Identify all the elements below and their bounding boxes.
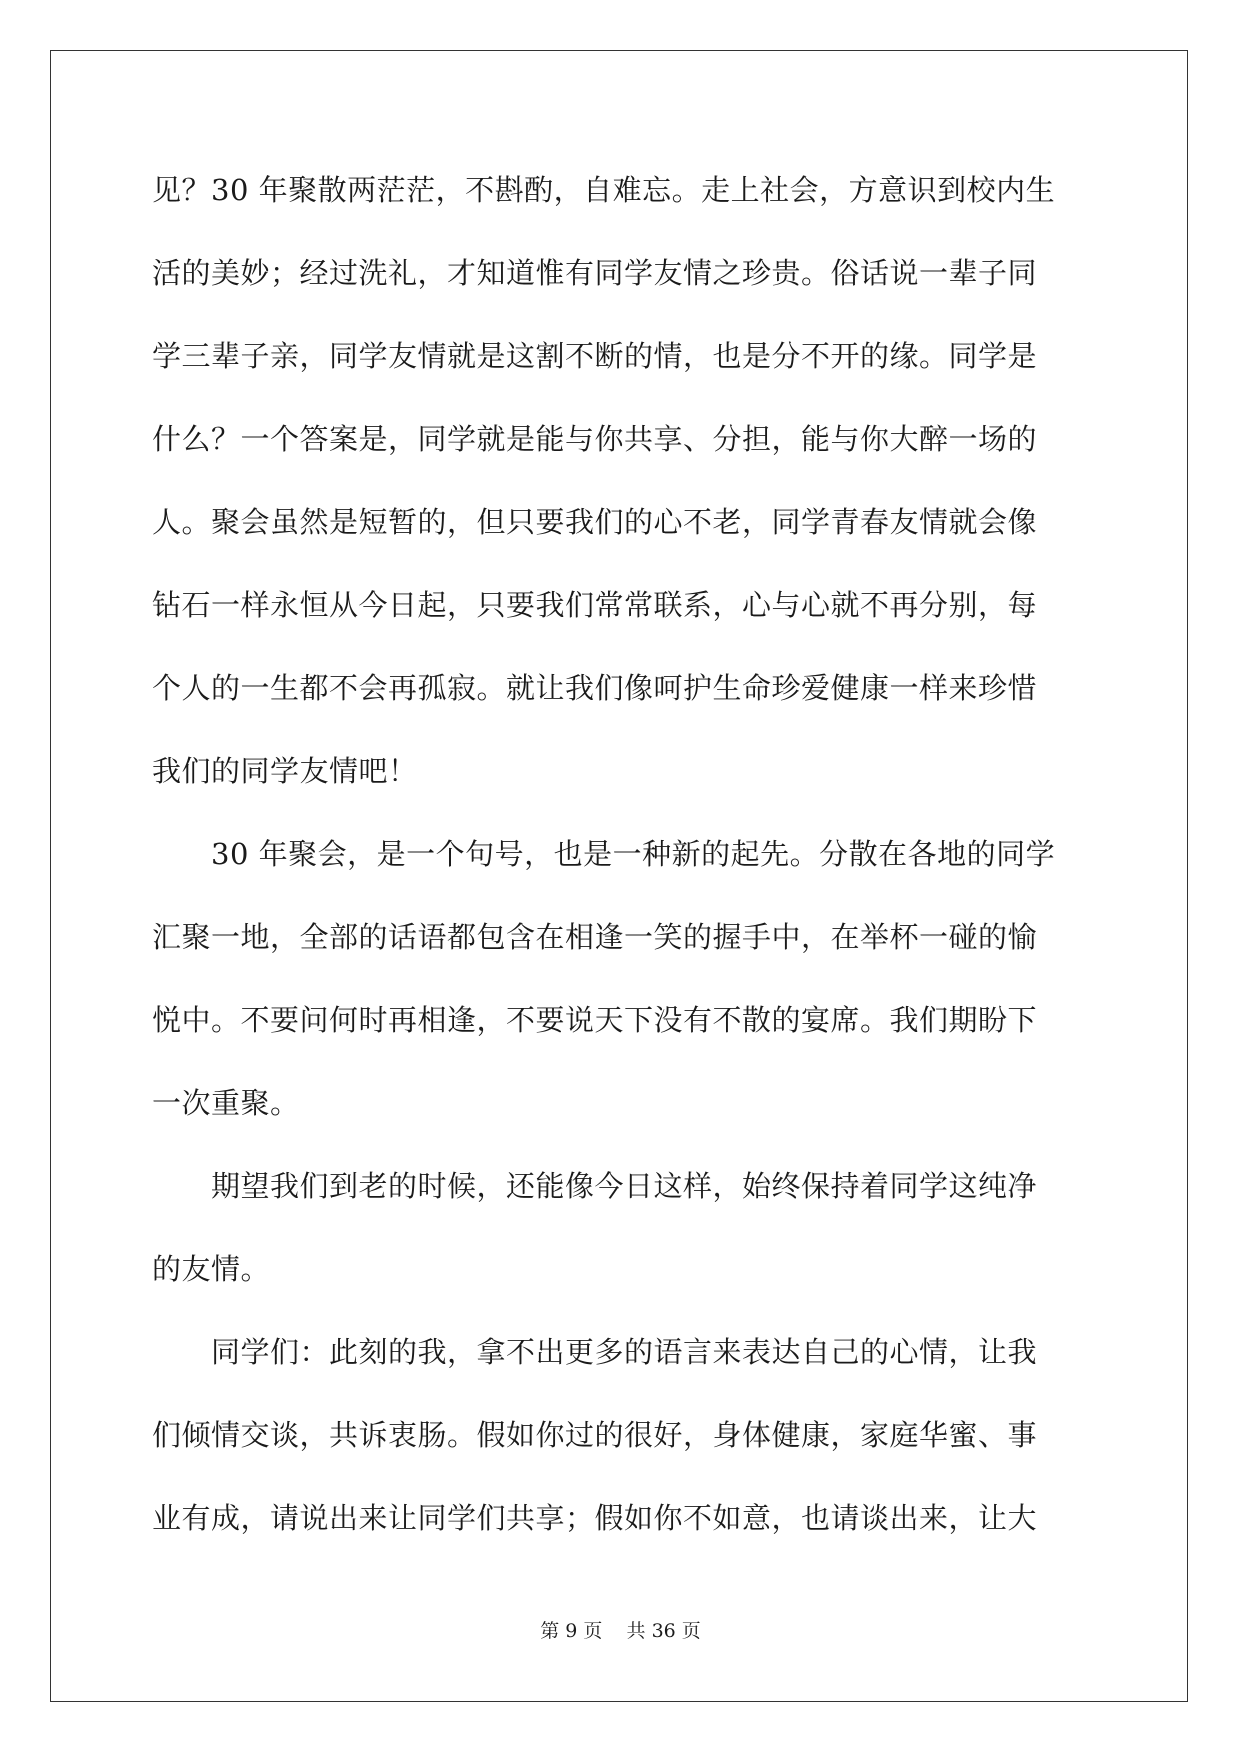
body-line: 人。聚会虽然是短暂的，但只要我们的心不老，同学青春友情就会像 xyxy=(152,505,1038,539)
body-line: 个人的一生都不会再孤寂。就让我们像呵护生命珍爱健康一样来珍惜 xyxy=(152,671,1038,705)
body-line: 我们的同学友情吧！ xyxy=(152,754,418,788)
body-line: 的友情。 xyxy=(152,1252,271,1286)
body-line: 业有成，请说出来让同学们共享；假如你不如意，也请谈出来，让大 xyxy=(152,1501,1038,1535)
body-line: 学三辈子亲，同学友情就是这割不断的情，也是分不开的缘。同学是 xyxy=(152,339,1038,373)
body-line: 30 年聚会，是一个句号，也是一种新的起先。分散在各地的同学 xyxy=(152,837,1056,871)
body-line: 汇聚一地，全部的话语都包含在相逢一笑的握手中，在举杯一碰的愉 xyxy=(152,920,1038,954)
body-line: 们倾情交谈，共诉衷肠。假如你过的很好，身体健康，家庭华蜜、事 xyxy=(152,1418,1038,1452)
body-line: 期望我们到老的时候，还能像今日这样，始终保持着同学这纯净 xyxy=(152,1169,1038,1203)
body-line: 悦中。不要问何时再相逢，不要说天下没有不散的宴席。我们期盼下 xyxy=(152,1003,1038,1037)
body-line: 什么？一个答案是，同学就是能与你共享、分担，能与你大醉一场的 xyxy=(152,422,1038,456)
page-total: 共 36 页 xyxy=(626,1620,701,1642)
body-line: 一次重聚。 xyxy=(152,1086,300,1120)
body-line: 见？30 年聚散两茫茫，不斟酌，自难忘。走上社会，方意识到校内生 xyxy=(152,173,1056,207)
body-line: 钻石一样永恒从今日起，只要我们常常联系，心与心就不再分别，每 xyxy=(152,588,1038,622)
page-number: 第 9 页 xyxy=(540,1620,603,1642)
body-line: 同学们：此刻的我，拿不出更多的语言来表达自己的心情，让我 xyxy=(152,1335,1038,1369)
page-footer xyxy=(0,1619,1241,1643)
body-line: 活的美妙；经过洗礼，才知道惟有同学友情之珍贵。俗话说一辈子同 xyxy=(152,256,1038,290)
